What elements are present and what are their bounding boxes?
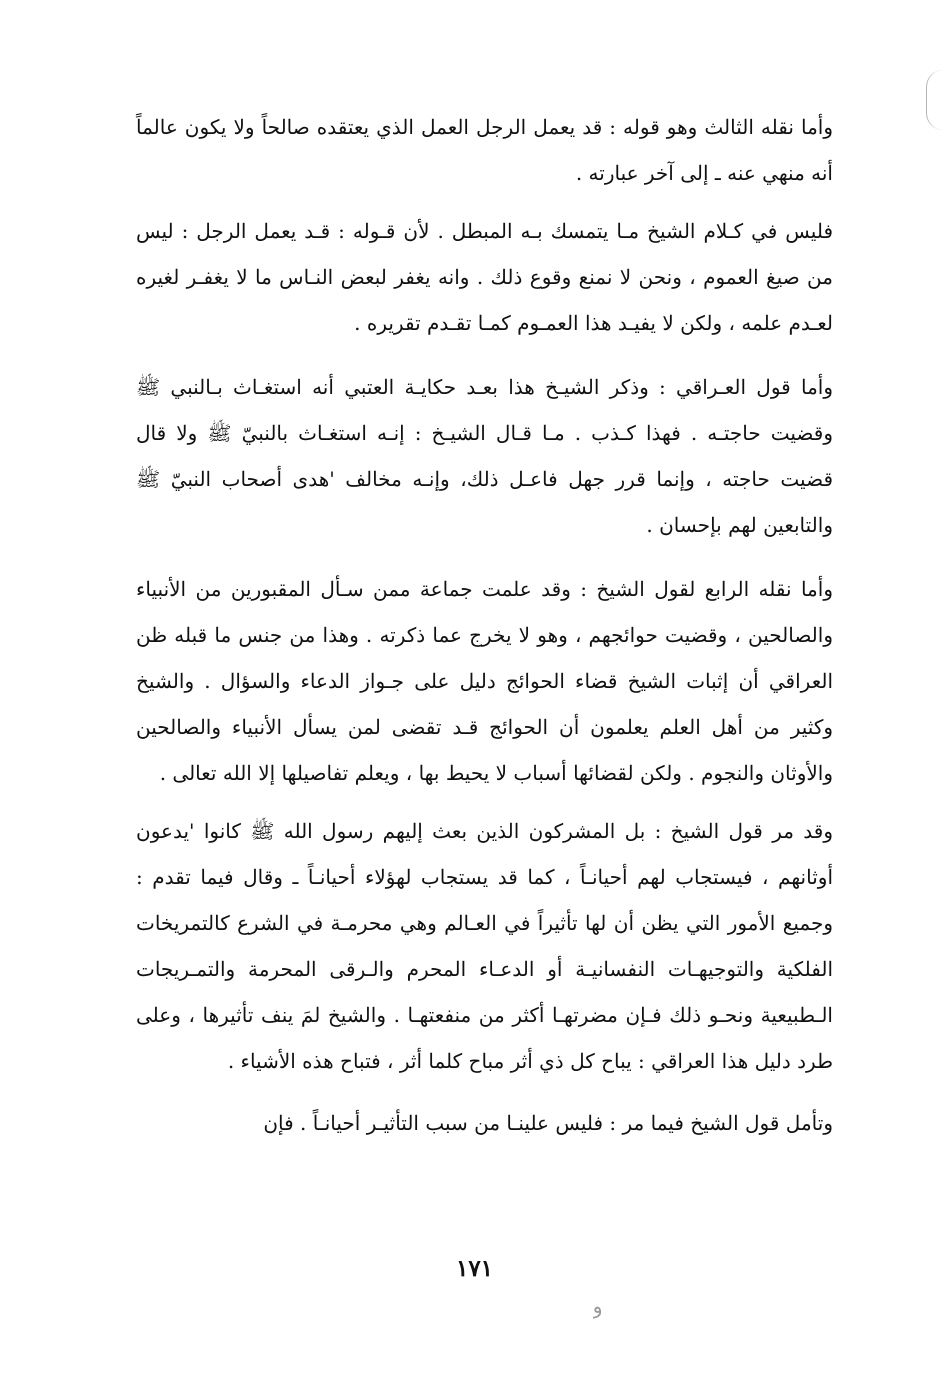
paragraph-6: وتأمل قول الشيخ فيما مر : فليس علينـا من سبب التأثيـر أحيانـاً . فإن xyxy=(263,1111,833,1135)
paragraph-5: وقد مر قول الشيخ : بل المشركون الذين بعث إليهم رسول الله ﷺ كانوا 'يدعون أوثانهم ، فيستجاب لهم أحيانـاً ، كما قد يستجاب لهؤلاء أحيانـاً ـ وقال فيما تقدم : وجميع الأمور التي يظن أن لها تأثيراً في العـالم وهي محرمـة في الشرع كالتمريخات الفلكية والتوجيهـات النفسانيـة أو الدعـاء المحرم والـرقى المحرمة والتمـريجات الـطبيعية ونحـو ذلك فـإن مضرتهـا أكثر من منفعتهـا . والشيخ لمَ ينف تأثيرها ، وعلى طرد دليل هذا العراقي : يباح كل ذي أثر مباح كلما أثر ، فتباح هذه الأشياء . xyxy=(136,819,833,1073)
paragraph-3: وأما قول العـراقي : وذكر الشيـخ هذا بعـد حكايـة العتبي أنه استغـاث بـالنبي ﷺ وقضيت حاجتـه . فهذا كـذب . مـا قـال الشيـخ : إنـه استغـاث بالنبيّ ﷺ ولا قال قضيت حاجته ، وإنما قرر جهل فاعـل ذلك، وإنـه مخالف 'هدى أصحاب النبيّ ﷺ والتابعين لهم بإحسان . xyxy=(136,375,833,537)
paragraph-4: وأما نقله الرابع لقول الشيخ : وقد علمت جماعة ممن سـأل المقبورين من الأنبياء والصالحين ، وقضيت حوائجهم ، وهو لا يخرج عما ذكرته . وهذا من جنس ما قبله ظن العراقي أن إثبات الشيخ قضاء الحوائج دليل على جـواز الدعاء والسؤال . والشيخ وكثير من أهل العلم يعلمون أن الحوائج قـد تقضى لمن يسأل الأنبياء والصالحين والأوثان والنجوم . ولكن لقضائها أسباب لا يحيط بها ، ويعلم تفاصيلها إلا الله تعالى . xyxy=(136,577,833,785)
paragraph-2: فليس في كـلام الشيخ مـا يتمسك بـه المبطل . لأن قـوله : قـد يعمل الرجل : ليس من صيغ العموم ، ونحن لا نمنع وقوع ذلك . وانه يغفر لبعض النـاس ما لا يغفـر لغيره لعـدم علمه ، ولكن لا يفيـد هذا العمـوم كمـا تقـدم تقريره . xyxy=(136,219,833,335)
page-edge-mark xyxy=(926,70,943,130)
ink-mark: و xyxy=(589,1293,604,1319)
body-text xyxy=(136,104,833,1146)
page-number: ١٧١ xyxy=(455,1255,494,1282)
paragraph-1: وأما نقله الثالث وهو قوله : قد يعمل الرجل العمل الذي يعتقده صالحاً ولا يكون عالماً أنه منهي عنه ـ إلى آخر عبارته . xyxy=(136,115,833,185)
